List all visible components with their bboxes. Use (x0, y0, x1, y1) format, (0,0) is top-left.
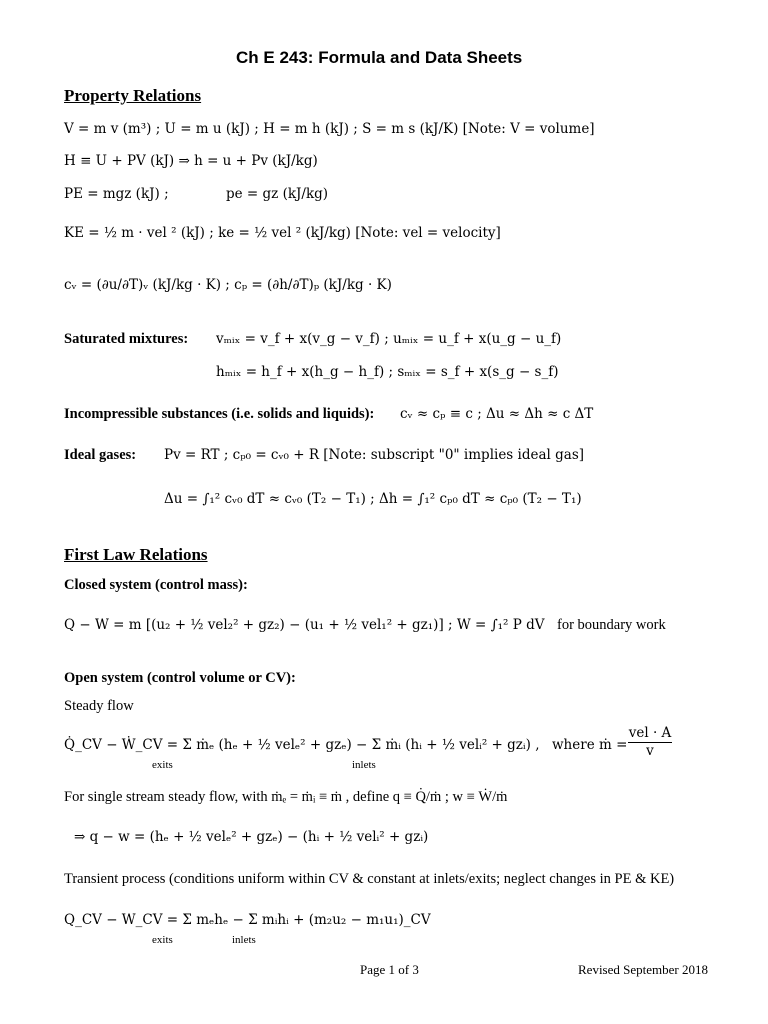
exits-sub-label: exits (152, 759, 173, 771)
inlets-sub-label-transient: inlets (232, 934, 256, 946)
mdot-fraction (628, 725, 672, 759)
eq-incompressible: cᵥ ≈ cₚ ≡ c ; Δu ≈ Δh ≈ c ΔT (400, 406, 594, 422)
transient-label: Transient process (conditions uniform within CV & constant at inlets/exits; neglect changes in PE & KE) (64, 871, 675, 887)
page-title: Ch E 243: Formula and Data Sheets (236, 48, 523, 67)
steady-flow-label: Steady flow (64, 698, 134, 714)
mdot-denominator: v (646, 743, 654, 759)
eq-potential-energy: PE = mgz (kJ) ; (64, 186, 169, 202)
incompressible-label: Incompressible substances (i.e. solids and liquids): (64, 406, 375, 422)
single-stream-text: For single stream steady flow, with ṁₑ = ṁᵢ ≡ ṁ , define q ≡ Q̇/ṁ ; w ≡ Ẇ/ṁ (64, 789, 508, 805)
eq-ideal-gas-integrals: Δu = ∫₁² cᵥ₀ dT ≈ cᵥ₀ (T₂ − T₁) ; Δh = ∫₁² cₚ₀ dT ≈ cₚ₀ (T₂ − T₁) (164, 491, 582, 507)
eq-transient: Q_CV − W_CV = Σ mₑhₑ − Σ mᵢhᵢ + (m₂u₂ − m₁u₁)_CV (64, 912, 431, 928)
eq-saturated-h-s: hₘᵢₓ = h_f + x(h_g − h_f) ; sₘᵢₓ = s_f + x(s_g − s_f) (216, 364, 559, 380)
ideal-gases-label: Ideal gases: (64, 447, 137, 463)
eq-single-stream: ⇒ q − w = (hₑ + ½ velₑ² + gzₑ) − (hᵢ + ½ velᵢ² + gzᵢ) (74, 829, 429, 845)
boundary-work-note: for boundary work (557, 617, 666, 633)
closed-system-label: Closed system (control mass): (64, 577, 248, 593)
eq-kinetic-energy: KE = ½ m · vel ² (kJ) ; ke = ½ vel ² (kJ/kg) [Note: vel = velocity] (64, 225, 501, 241)
exits-sub-label-transient: exits (152, 934, 173, 946)
eq-enthalpy-definition: H ≡ U + PV (kJ) ⇒ h = u + Pv (kJ/kg) (64, 153, 318, 169)
eq-saturated-v-u: vₘᵢₓ = v_f + x(v_g − v_f) ; uₘᵢₓ = u_f + x(u_g − u_f) (216, 331, 562, 347)
saturated-mixtures-label: Saturated mixtures: (64, 331, 189, 347)
page-number: Page 1 of 3 (360, 962, 419, 977)
eq-specific-heats: cᵥ = (∂u/∂T)ᵥ (kJ/kg · K) ; cₚ = (∂h/∂T)ₚ (kJ/kg · K) (64, 277, 392, 293)
eq-steady-flow: Q̇_CV − Ẇ_CV = Σ ṁₑ (hₑ + ½ velₑ² + gzₑ) − Σ ṁᵢ (hᵢ + ½ velᵢ² + gzᵢ) , (64, 737, 540, 753)
revision-date: Revised September 2018 (578, 962, 708, 977)
eq-specific-potential-energy: pe = gz (kJ/kg) (226, 186, 329, 202)
where-mdot: where ṁ = (552, 737, 628, 753)
eq-ideal-gas: Pv = RT ; cₚ₀ = cᵥ₀ + R [Note: subscript "0" implies ideal gas] (164, 447, 585, 463)
property-relations-heading: Property Relations (64, 86, 202, 105)
mdot-numerator: vel · A (628, 725, 672, 741)
first-law-heading: First Law Relations (64, 545, 208, 564)
eq-extensive-properties: V = m v (m³) ; U = m u (kJ) ; H = m h (kJ) ; S = m s (kJ/K) [Note: V = volume] (64, 121, 595, 137)
eq-closed-system: Q − W = m [(u₂ + ½ vel₂² + gz₂) − (u₁ + ½ vel₁² + gz₁)] ; W = ∫₁² P dV (64, 617, 545, 633)
open-system-label: Open system (control volume or CV): (64, 670, 296, 686)
inlets-sub-label: inlets (352, 759, 376, 771)
